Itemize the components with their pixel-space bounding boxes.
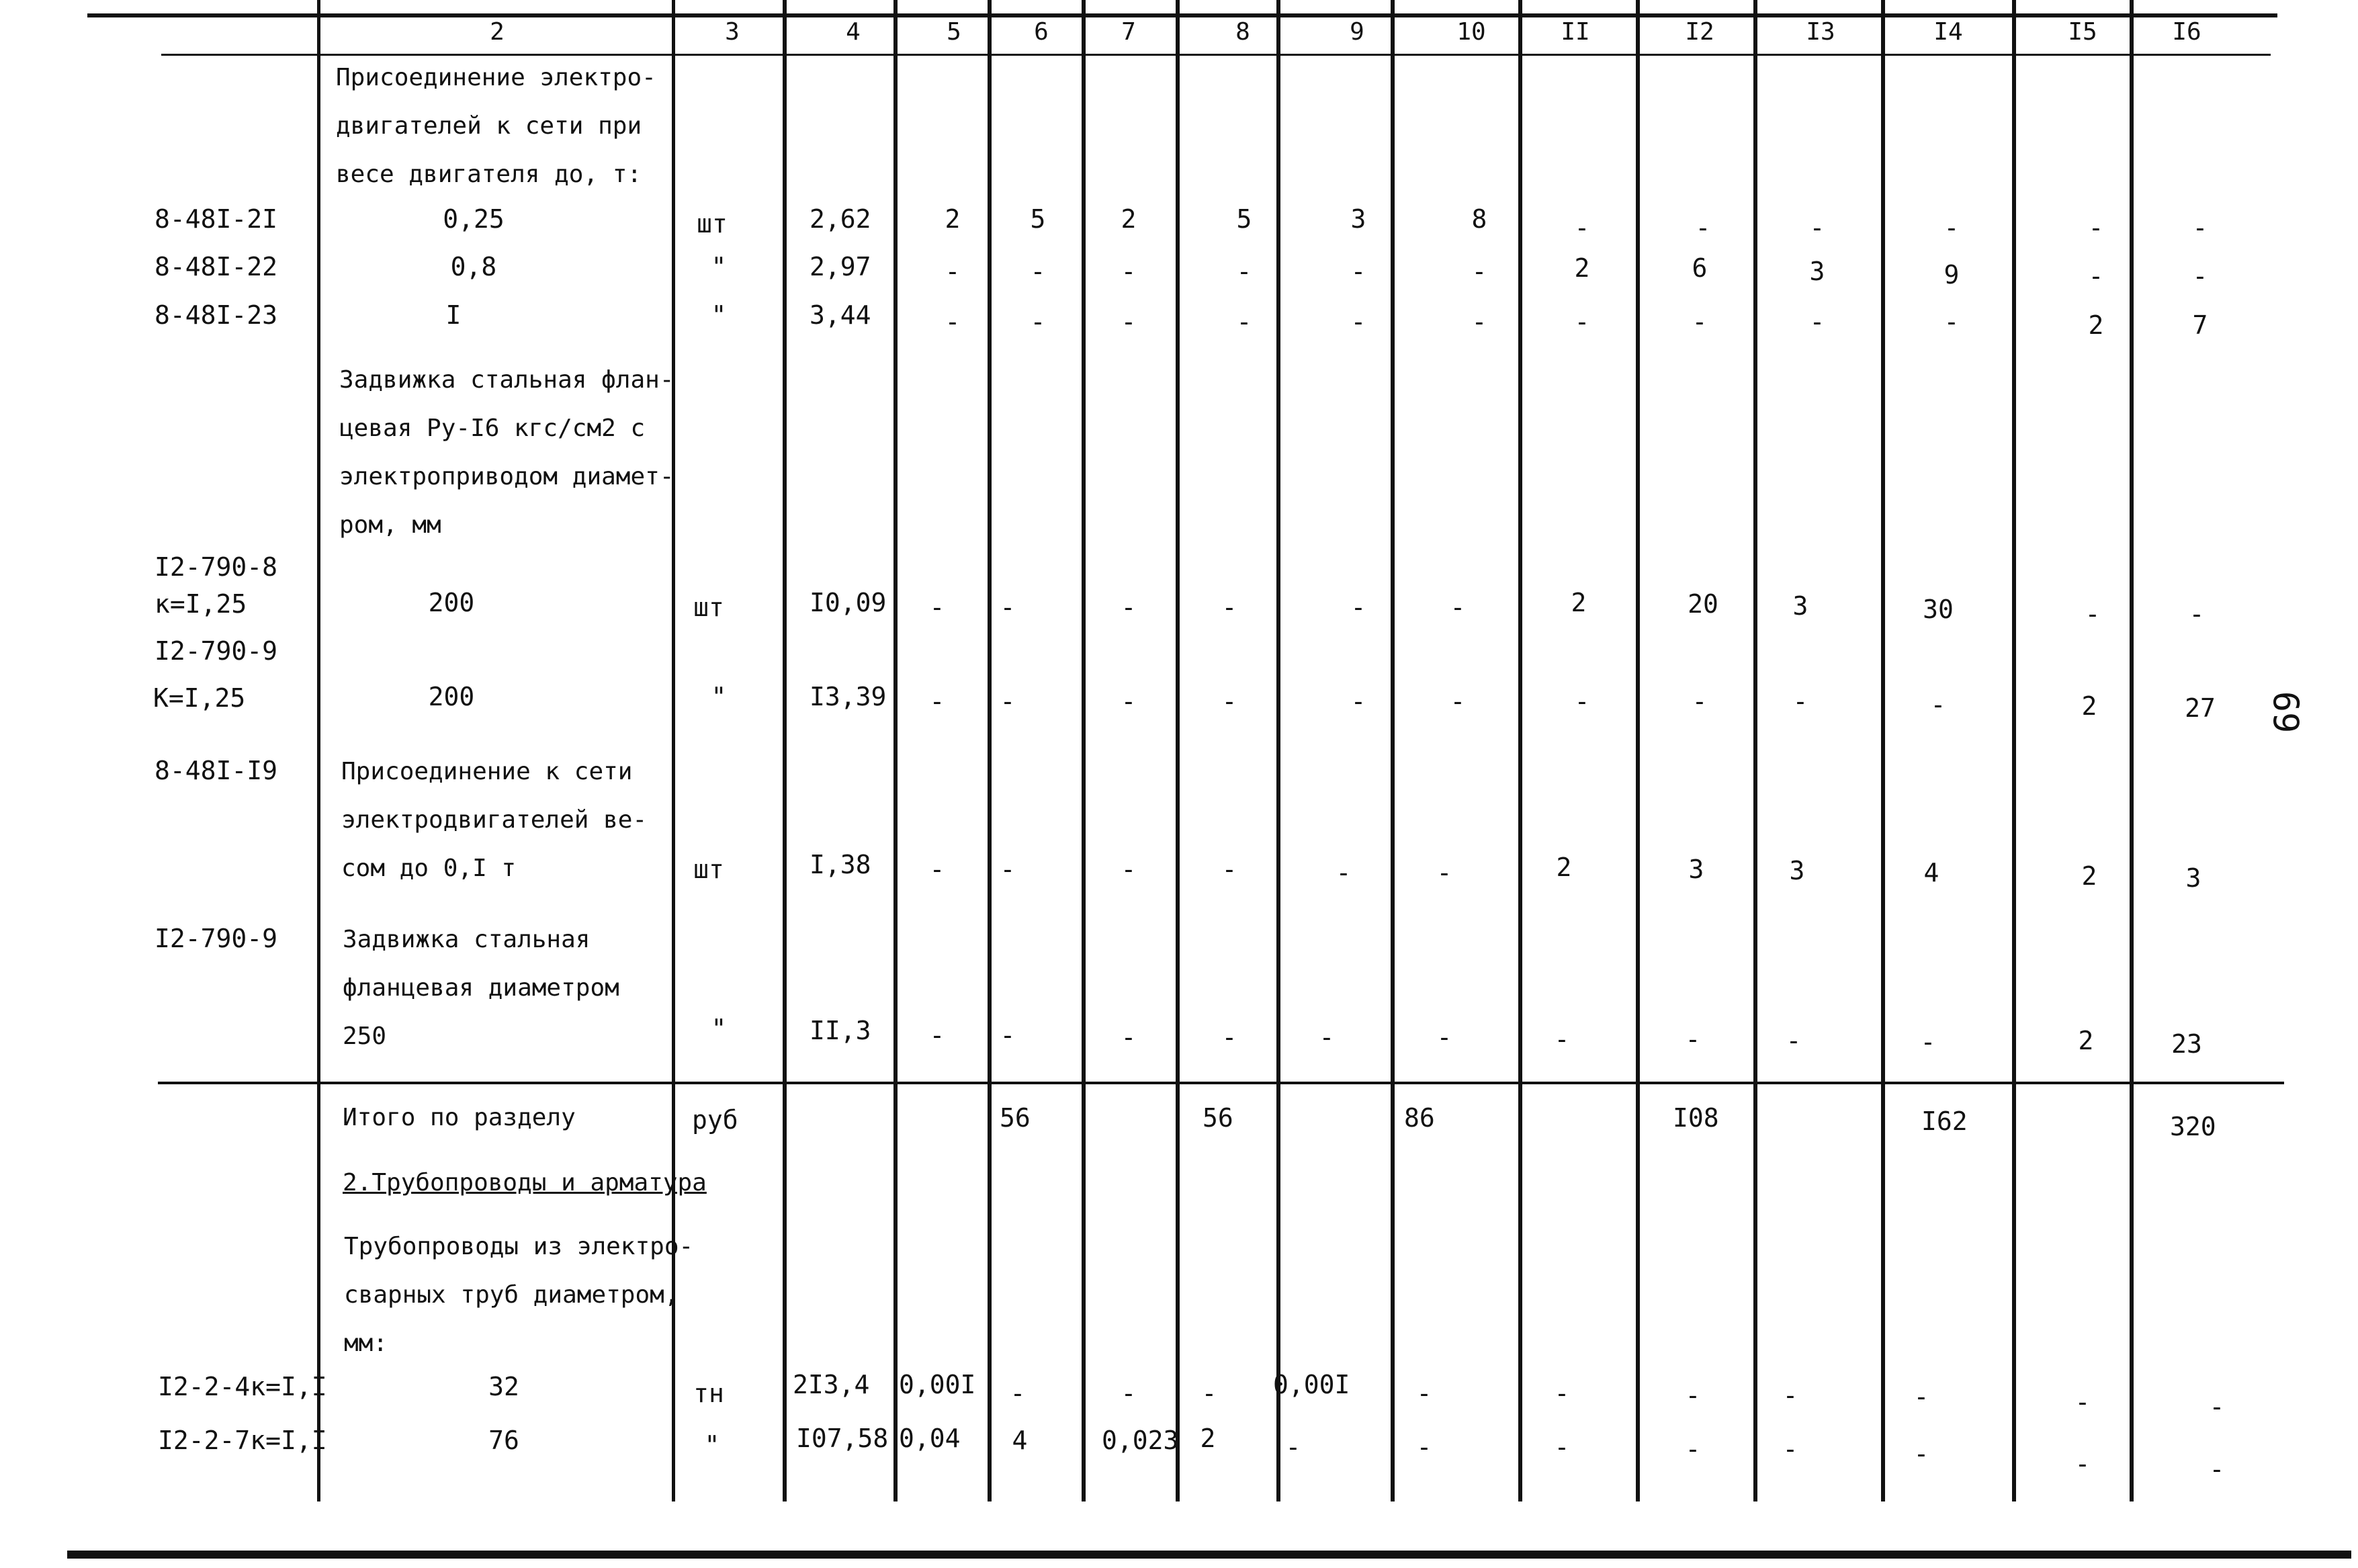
cell: - — [1685, 1434, 1701, 1464]
col-header: 6 — [1034, 18, 1049, 46]
row-unit: " — [711, 1014, 727, 1043]
cell: - — [1782, 1434, 1798, 1464]
cell: - — [2192, 213, 2208, 243]
cell: - — [1574, 307, 1590, 337]
cell: - — [1000, 1020, 1016, 1050]
cell: - — [1786, 1026, 1802, 1055]
cell: 23 — [2171, 1029, 2202, 1059]
cell: 4 — [1012, 1426, 1028, 1455]
col-divider — [893, 0, 898, 1501]
cell: - — [2085, 599, 2101, 629]
cell: 2 — [1121, 204, 1137, 234]
cell: 30 — [1923, 595, 1954, 624]
cell: 27 — [2185, 693, 2216, 723]
cell: - — [1350, 307, 1366, 337]
cell: - — [2209, 1392, 2225, 1422]
col-header: I2 — [1685, 18, 1714, 46]
cell: - — [1236, 307, 1252, 337]
cell: 3 — [1789, 856, 1805, 885]
total-value: 320 — [2170, 1112, 2216, 1141]
cell: - — [1930, 690, 1946, 720]
row-code: I2-2-4к=I,I — [158, 1372, 327, 1401]
cell: - — [1121, 687, 1137, 716]
col-divider — [1176, 0, 1180, 1501]
cell: - — [945, 257, 961, 286]
section-description: Трубопроводы из электро- сварных труб диаметром, мм: — [344, 1233, 694, 1357]
col-divider — [1391, 0, 1395, 1501]
cell: - — [1944, 213, 1960, 243]
cell: - — [1685, 1025, 1701, 1054]
row-price: I,38 — [810, 850, 871, 879]
row-code: I2-790-9 — [155, 636, 278, 666]
cell: - — [1574, 213, 1590, 243]
section-rule — [158, 1082, 2284, 1084]
cell: - — [1201, 1379, 1217, 1408]
bottom-rule — [67, 1551, 2351, 1559]
col-header: I3 — [1806, 18, 1835, 46]
cell: - — [929, 687, 945, 716]
cell: - — [1221, 855, 1237, 884]
cell: - — [1554, 1432, 1570, 1462]
row-unit: " — [711, 252, 727, 281]
cell: 2 — [2081, 691, 2097, 721]
cell: - — [1450, 687, 1466, 716]
cell: 2 — [2081, 861, 2097, 891]
row-unit: шт — [693, 593, 724, 622]
cell: 20 — [1688, 589, 1718, 619]
cell: - — [2209, 1454, 2225, 1484]
cell: 3 — [1809, 257, 1825, 286]
col-header: I4 — [1933, 18, 1963, 46]
cell: 2 — [1571, 588, 1587, 617]
cell: - — [2088, 261, 2104, 291]
cell: - — [1121, 257, 1137, 286]
cell: - — [1221, 1022, 1237, 1052]
row-unit: " — [704, 1430, 720, 1460]
col-header: 2 — [490, 18, 505, 46]
row-price: 2I3,4 — [793, 1370, 870, 1399]
cell: - — [1554, 1379, 1570, 1408]
cell: - — [929, 1020, 945, 1050]
cell: 3 — [2185, 863, 2201, 893]
col-header: II — [1561, 18, 1590, 46]
cell: - — [1121, 307, 1137, 337]
row-price: II,3 — [810, 1016, 871, 1045]
cell: - — [2189, 599, 2205, 629]
cell: 2 — [945, 204, 961, 234]
cell: 5 — [1236, 204, 1252, 234]
row-unit: тн — [693, 1379, 724, 1408]
col-divider — [2130, 0, 2134, 1501]
row-unit: " — [711, 682, 727, 711]
cell: - — [1692, 307, 1708, 337]
cell: - — [1000, 593, 1016, 622]
row-name: 0,25 — [443, 204, 505, 234]
row-price: I07,58 — [796, 1424, 889, 1453]
cell: - — [2075, 1387, 2091, 1417]
cell: - — [2088, 213, 2104, 243]
cell: 2 — [2088, 310, 2104, 340]
cell: 3 — [1350, 204, 1366, 234]
cell: - — [1350, 257, 1366, 286]
row-price: I3,39 — [810, 682, 887, 711]
col-divider — [1082, 0, 1086, 1501]
cell: - — [2192, 261, 2208, 291]
row-name: 200 — [428, 588, 475, 617]
cell: 2 — [1574, 253, 1590, 283]
cell: - — [1809, 307, 1825, 337]
cell: - — [1436, 1022, 1452, 1052]
cell: - — [1285, 1432, 1301, 1462]
row-name: 200 — [428, 682, 475, 711]
cell: - — [1944, 307, 1960, 337]
cell: 2 — [1200, 1424, 1216, 1453]
cell: - — [1010, 1379, 1026, 1408]
total-label: Итого по разделу — [343, 1104, 576, 1131]
col-divider — [783, 0, 787, 1501]
col-header: 9 — [1350, 18, 1364, 46]
cell: - — [1685, 1381, 1701, 1410]
col-divider — [317, 0, 320, 1501]
row-code: 8-48I-23 — [155, 300, 278, 330]
col-header: 3 — [725, 18, 740, 46]
total-unit: руб — [692, 1105, 738, 1135]
cell: - — [1319, 1022, 1335, 1052]
page-number: 69 — [2265, 691, 2306, 734]
cell: - — [1030, 307, 1046, 337]
cell: 4 — [1923, 858, 1939, 887]
row-description: Задвижка стальная фланцевая диаметром 250 — [343, 926, 619, 1050]
row-description: Присоединение электро- двигателей к сети при весе двигателя до, т: — [336, 64, 656, 188]
cell: - — [1692, 687, 1708, 716]
col-header: 4 — [846, 18, 861, 46]
row-price: I0,09 — [810, 588, 887, 617]
cell: - — [1809, 213, 1825, 243]
col-header: 8 — [1235, 18, 1250, 46]
total-value: 86 — [1404, 1103, 1435, 1133]
row-coefficient: к=I,25 — [155, 589, 247, 619]
col-divider — [1881, 0, 1885, 1501]
cell: - — [1221, 593, 1237, 622]
cell: 3 — [1688, 855, 1704, 884]
row-code: I2-2-7к=I,I — [158, 1426, 327, 1455]
total-value: I62 — [1921, 1106, 1968, 1136]
cell: - — [1000, 687, 1016, 716]
row-code: I2-790-8 — [155, 552, 278, 582]
cell: - — [1121, 1379, 1137, 1408]
row-name: 0,8 — [450, 252, 497, 281]
cell: 2 — [2078, 1026, 2094, 1055]
cell: - — [1920, 1027, 1936, 1057]
cell: - — [1416, 1432, 1432, 1462]
cell: 7 — [2192, 310, 2208, 340]
cell: - — [1350, 687, 1366, 716]
cell: - — [1121, 1022, 1137, 1052]
cell: - — [1782, 1381, 1798, 1410]
row-name: I — [445, 300, 462, 330]
col-divider — [1636, 0, 1640, 1501]
cell: - — [1913, 1382, 1929, 1411]
cell: - — [1221, 687, 1237, 716]
row-price: 2,97 — [810, 252, 871, 281]
cell: - — [1913, 1439, 1929, 1469]
col-divider — [1518, 0, 1522, 1501]
section-title: 2.Трубопроводы и арматура — [343, 1169, 707, 1196]
cell: 0,023 — [1102, 1426, 1179, 1455]
row-name: 76 — [488, 1426, 519, 1455]
cell: - — [1554, 1025, 1570, 1054]
cell: - — [2075, 1449, 2091, 1479]
cell: - — [1450, 593, 1466, 622]
cell: - — [1000, 855, 1016, 884]
cell: - — [1471, 257, 1487, 286]
cell: 3 — [1792, 591, 1808, 621]
row-code: 8-48I-2I — [155, 204, 278, 234]
row-description: Задвижка стальная флан- цевая Ру-I6 кгс/см2 с электроприводом диамет- ром, мм — [339, 366, 674, 539]
cell: 0,04 — [899, 1424, 961, 1453]
row-price: 2,62 — [810, 204, 871, 234]
top-rule — [87, 13, 2277, 17]
cell: - — [1471, 307, 1487, 337]
cell: - — [929, 855, 945, 884]
cell: 0,00I — [899, 1370, 976, 1399]
row-unit: шт — [697, 209, 728, 238]
row-name: 32 — [488, 1372, 519, 1401]
col-divider — [1276, 0, 1280, 1501]
cell: - — [1792, 687, 1808, 716]
row-unit: " — [711, 300, 727, 330]
cell: - — [945, 307, 961, 337]
cell: - — [929, 593, 945, 622]
cell: - — [1416, 1379, 1432, 1408]
total-value: 56 — [1000, 1103, 1031, 1133]
cell: - — [1574, 687, 1590, 716]
cell: 5 — [1030, 204, 1046, 234]
row-code: 8-48I-22 — [155, 252, 278, 281]
cell: - — [1121, 593, 1137, 622]
col-header: 7 — [1121, 18, 1136, 46]
col-header: 10 — [1456, 18, 1486, 46]
total-value: 56 — [1203, 1103, 1233, 1133]
row-description: Присоединение к сети электродвигателей ве- сом до 0,I т — [341, 758, 648, 882]
col-header: I5 — [2068, 18, 2097, 46]
row-unit: шт — [693, 855, 724, 884]
cell: - — [1436, 858, 1452, 887]
row-price: 3,44 — [810, 300, 871, 330]
col-divider — [2012, 0, 2016, 1501]
cell: - — [1121, 855, 1137, 884]
col-divider — [1753, 0, 1757, 1501]
cell: - — [1336, 858, 1352, 887]
cell: - — [1030, 257, 1046, 286]
cell: - — [1350, 593, 1366, 622]
cell: - — [1236, 257, 1252, 286]
row-code: I2-790-9 — [155, 924, 278, 953]
cell: 2 — [1556, 853, 1572, 882]
cell: 8 — [1471, 204, 1487, 234]
cell: - — [1695, 213, 1711, 243]
col-header: I6 — [2172, 18, 2201, 46]
cell: 9 — [1944, 260, 1960, 290]
row-coefficient: К=I,25 — [153, 683, 246, 713]
total-value: I08 — [1673, 1103, 1719, 1133]
cell: 6 — [1692, 253, 1708, 283]
cell: 0,00I — [1273, 1370, 1350, 1399]
row-code: 8-48I-I9 — [155, 756, 278, 785]
col-divider — [988, 0, 992, 1501]
col-header: 5 — [947, 18, 961, 46]
